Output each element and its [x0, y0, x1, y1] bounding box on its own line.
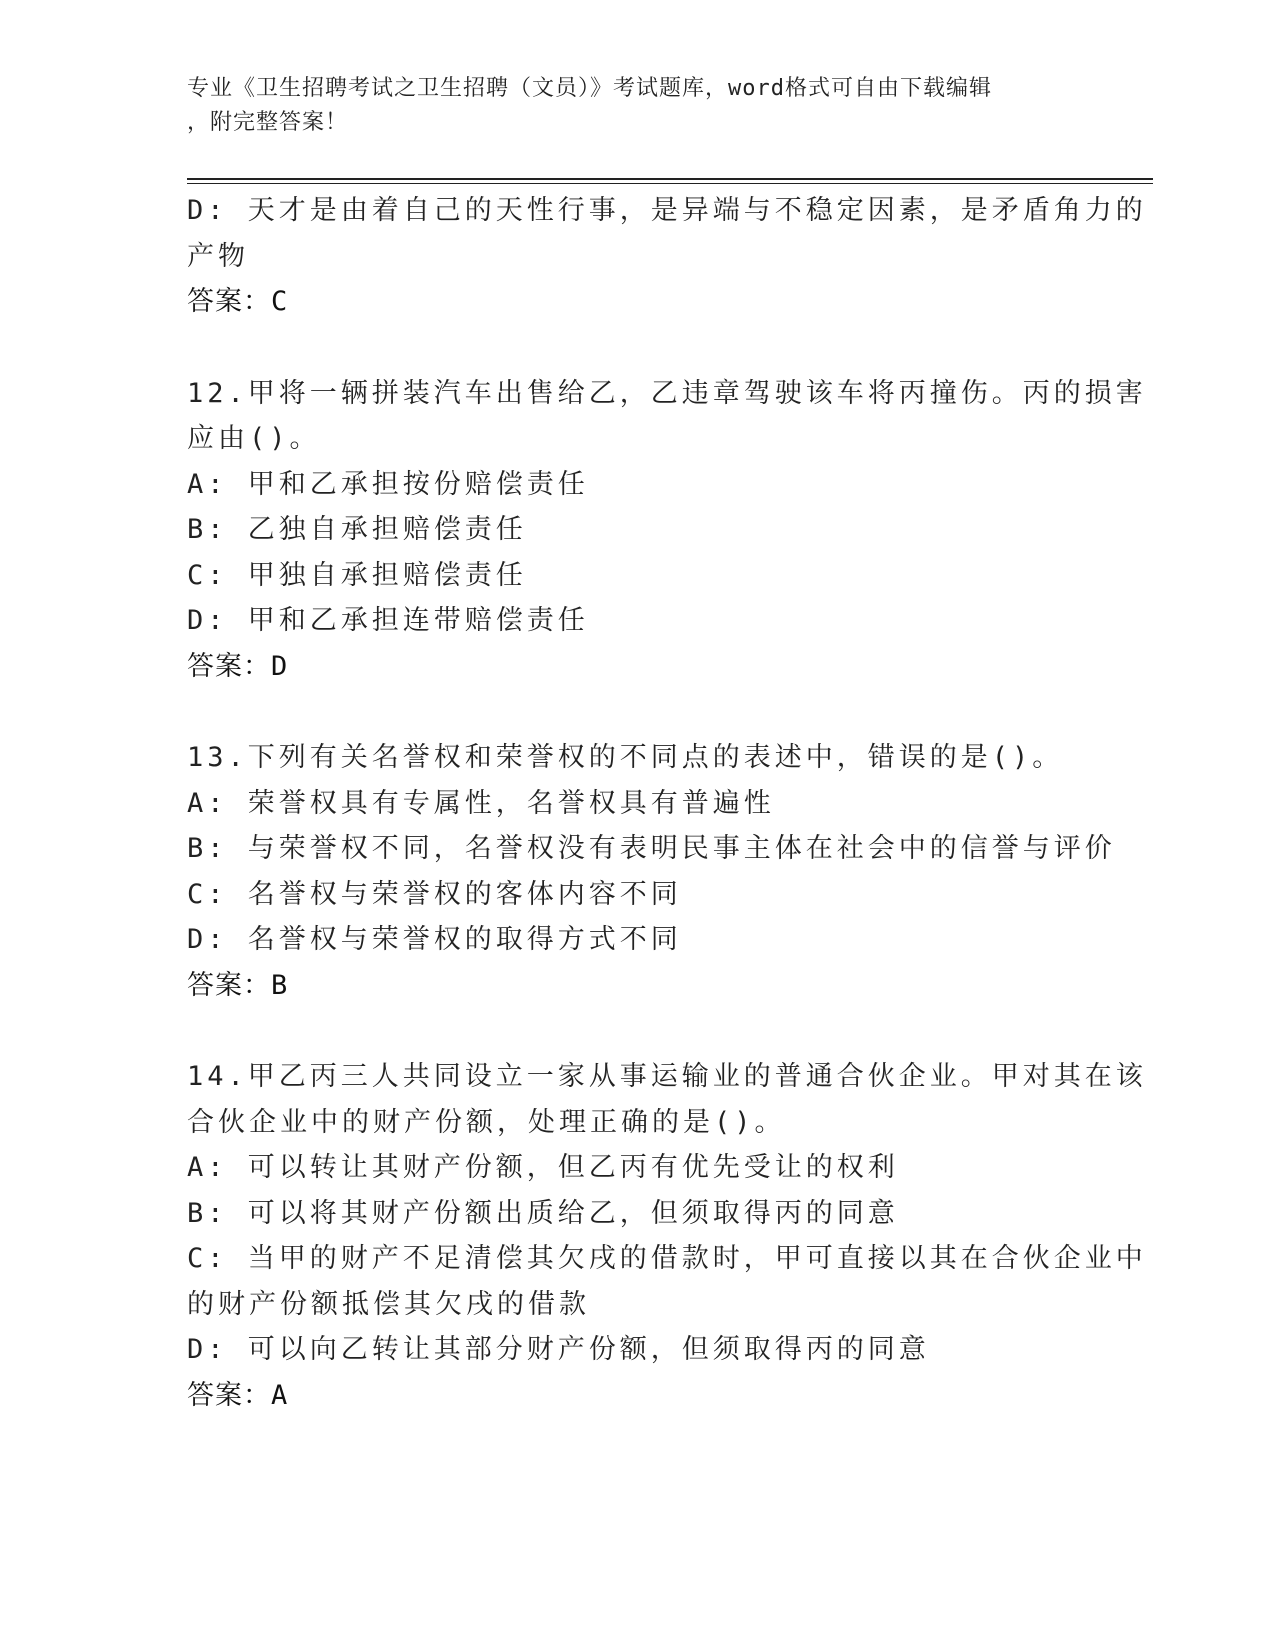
option-c: C: 当甲的财产不足清偿其欠戌的借款时，甲可直接以其在合伙企业中: [187, 1243, 1147, 1274]
option-c-continued: 的财产份额抵偿其欠戌的借款: [187, 1288, 590, 1320]
option-d: D: 天才是由着自己的天性行事，是异端与不稳定因素，是矛盾角力的: [187, 195, 1147, 226]
spacer: [187, 1008, 1087, 1054]
question-14: [187, 1054, 1147, 1418]
option-a: A: 可以转让其财产份额，但乙丙有优先受让的权利: [187, 1152, 899, 1183]
answer-label: 答案：: [187, 650, 271, 682]
answer-line: [187, 963, 1087, 1009]
question-stem: 14.甲乙丙三人共同设立一家从事运输业的普通合伙企业。甲对其在该: [187, 1061, 1147, 1092]
question-11-tail: [187, 188, 1147, 325]
document-body: [187, 188, 1147, 1418]
question-13: [187, 735, 1116, 1008]
option-d: D: 可以向乙转让其部分财产份额，但须取得丙的同意: [187, 1334, 930, 1365]
answer-line: [187, 279, 1087, 325]
option-c: C: 名誉权与荣誉权的客体内容不同: [187, 878, 682, 910]
question-12: [187, 371, 1147, 690]
option-b: B: 可以将其财产份额出质给乙，但须取得丙的同意: [187, 1197, 899, 1229]
header-line-1: 专业《卫生招聘考试之卫生招聘（文员）》考试题库，word格式可自由下载编辑: [187, 76, 992, 101]
option-d-continued: 产物: [187, 240, 249, 272]
option-b: B: 乙独自承担赔偿责任: [187, 514, 527, 545]
question-stem-continued: 应由()。: [187, 423, 321, 454]
header-divider-bottom: [187, 183, 1153, 184]
spacer: [187, 325, 1087, 371]
option-c: C: 甲独自承担赔偿责任: [187, 559, 527, 591]
header-divider-top: [187, 178, 1153, 180]
option-d: D: 名誉权与荣誉权的取得方式不同: [187, 924, 682, 955]
option-a: A: 荣誉权具有专属性，名誉权具有普遍性: [187, 787, 775, 819]
answer-line: [187, 1373, 1087, 1419]
spacer: [187, 689, 1087, 735]
question-stem: 12.甲将一辆拼装汽车出售给乙，乙违章驾驶该车将丙撞伤。丙的损害: [187, 377, 1147, 409]
option-d: D: 甲和乙承担连带赔偿责任: [187, 605, 589, 636]
header-line-2: ，附完整答案！: [187, 110, 349, 135]
answer-value: D: [271, 650, 289, 682]
answer-value: C: [271, 286, 289, 317]
question-stem: 13.下列有关名誉权和荣誉权的不同点的表述中，错误的是()。: [187, 742, 1064, 773]
option-b: B: 与荣誉权不同，名誉权没有表明民事主体在社会中的信誉与评价: [187, 833, 1116, 864]
document-header: [187, 72, 1067, 140]
answer-label: 答案：: [187, 1379, 271, 1411]
answer-label: 答案：: [187, 286, 271, 317]
option-a: A: 甲和乙承担按份赔偿责任: [187, 468, 589, 500]
question-stem-continued: 合伙企业中的财产份额，处理正确的是()。: [187, 1106, 786, 1138]
answer-label: 答案：: [187, 969, 271, 1001]
answer-value: B: [271, 969, 289, 1001]
answer-line: [187, 644, 1087, 690]
answer-value: A: [271, 1379, 289, 1411]
